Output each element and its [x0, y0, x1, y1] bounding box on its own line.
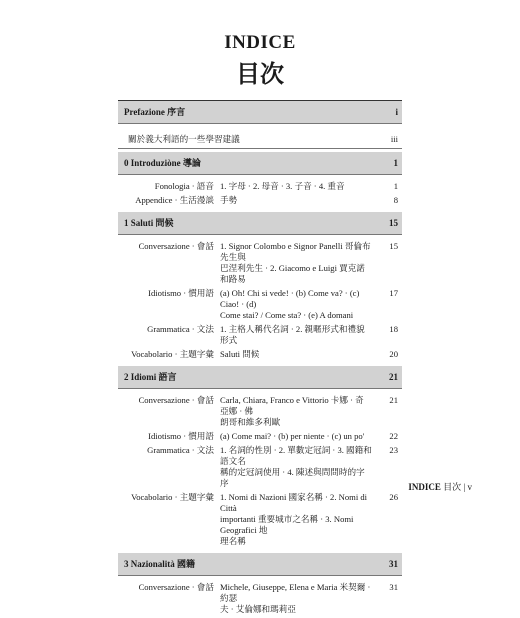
toc-page-number: 1	[393, 157, 398, 168]
toc-subentry-text	[214, 288, 372, 321]
toc-subentry-category: Idiotismo · 慣用語	[148, 431, 214, 441]
toc-page-number: 15	[389, 217, 398, 228]
toc-page-number: 31	[389, 582, 398, 592]
toc-page-number: 17	[389, 288, 398, 298]
toc-entry-row	[118, 130, 402, 149]
toc-subentry-row	[118, 241, 402, 285]
toc-subentry-line: 理名稱	[220, 536, 246, 546]
toc-entry-title: 關於義大利語的一些學習建議	[128, 133, 240, 144]
toc-subentry-category: Fonologia · 語音	[154, 181, 214, 191]
toc-page-number: 31	[389, 558, 398, 569]
toc-subentry-row	[118, 288, 402, 321]
toc-subentry-text	[214, 241, 372, 285]
toc-subentry-category: Conversazione · 會話	[138, 582, 214, 592]
toc-subentry-category: Grammatica · 文法	[147, 324, 214, 334]
toc-section-title: 2 Idiomi 語言	[124, 371, 177, 382]
page-footer	[408, 480, 472, 493]
toc-section-title: 3 Nazionalità 國籍	[124, 558, 195, 569]
toc-subentry-line: 1. Signor Colombo e Signor Panelli 哥倫布先生與	[220, 241, 371, 262]
page-title-en: INDICE	[224, 32, 296, 53]
toc-subentry-row	[118, 395, 402, 428]
toc-subentry-line: Saluti 問候	[220, 349, 260, 359]
toc-section-title: 1 Saluti 問候	[124, 217, 174, 228]
toc-subentry-row	[118, 492, 402, 547]
toc-subentry-line: 夫 · 艾倫娜和瑪莉亞	[220, 604, 296, 614]
toc-subentry-line: Come stai? / Come sta? · (e) A domani	[220, 310, 354, 320]
toc-page-number: 8	[393, 195, 398, 205]
toc-page-number: 22	[389, 431, 398, 441]
footer-zh: 目次	[443, 482, 462, 492]
toc-section-row	[118, 101, 402, 124]
toc-subentry-row	[118, 195, 402, 206]
toc-page-number: i	[395, 106, 398, 117]
toc-page-number: iii	[390, 133, 398, 144]
toc-subentry-line: 稱的定冠詞使用 · 4. 陳述與問問時的字序	[220, 467, 365, 488]
toc-subentry-row	[118, 324, 402, 346]
toc-section-row	[118, 553, 402, 576]
toc-section-row	[118, 212, 402, 235]
toc-section-row	[118, 366, 402, 389]
toc-subentry-text	[214, 492, 372, 547]
toc-section-title: 0 Introduziòne 導論	[124, 157, 201, 168]
footer-label: INDICE	[408, 482, 441, 492]
toc-page-number: 1	[393, 181, 398, 191]
toc-subentry-text	[214, 431, 372, 442]
toc-subentry-row	[118, 582, 402, 615]
toc-subentry-row	[118, 431, 402, 442]
toc-subentry-text	[214, 395, 372, 428]
toc-page-number: 18	[389, 324, 398, 334]
toc-subentry-line: 1. 主格人稱代名詞 · 2. 親暱形式和禮貌形式	[220, 324, 365, 345]
toc-page-number: 21	[389, 371, 398, 382]
toc-page-number: 23	[389, 445, 398, 455]
toc-section-title: Prefazione 序言	[124, 106, 186, 117]
table-of-contents	[118, 100, 402, 618]
toc-page-number: 21	[389, 395, 398, 405]
toc-subentry-text	[214, 195, 372, 206]
toc-subentry-line: 朗哥和維多利歐	[220, 417, 281, 427]
toc-subentry-text	[214, 445, 372, 489]
toc-subentry-text	[214, 181, 372, 192]
toc-subentry-row	[118, 181, 402, 192]
toc-subentry-row	[118, 349, 402, 360]
toc-subentry-line: importanti 重要城市之名稱 · 3. Nomi Geografici 地	[220, 514, 354, 535]
toc-subentry-category: Idiotismo · 慣用語	[148, 288, 214, 298]
toc-page-number: 26	[389, 492, 398, 502]
toc-subentry-text	[214, 349, 372, 360]
toc-subentry-line: (a) Oh! Chi si vede! · (b) Come va? · (c) Ciao! · (d)	[220, 288, 360, 309]
toc-subentry-category: Conversazione · 會話	[138, 395, 214, 405]
toc-section-row	[118, 152, 402, 175]
toc-subentry-category: Vocabolario · 主題字彙	[131, 492, 214, 502]
footer-separator: |	[463, 482, 466, 492]
toc-page-number: 15	[389, 241, 398, 251]
footer-page-number: v	[467, 482, 472, 492]
toc-subentry-line: Carla, Chiara, Franco e Vittorio 卡娜 · 奇亞娜 · 佛	[220, 395, 364, 416]
toc-subentry-row	[118, 445, 402, 489]
toc-subentry-line: 手勢	[220, 195, 238, 205]
toc-page-number: 20	[389, 349, 398, 359]
page-title-zh: 目次	[236, 60, 284, 88]
toc-subentry-category: Appendice · 生活漫談	[135, 195, 214, 205]
toc-subentry-line: 巴涅利先生 · 2. Giacomo e Luigi 賈克諾和路易	[220, 263, 365, 284]
toc-subentry-text	[214, 324, 372, 346]
toc-subentry-line: 1. 字母 · 2. 母音 · 3. 子音 · 4. 重音	[220, 181, 345, 191]
toc-subentry-line: 1. 名詞的性別 · 2. 單數定冠詞 · 3. 國籍和語文名	[220, 445, 372, 466]
toc-subentry-line: Michele, Giuseppe, Elena e Maria 米契爾 · 約瑟	[220, 582, 371, 603]
toc-subentry-line: 1. Nomi di Nazioni 國家名稱 · 2. Nomi di Città	[220, 492, 368, 513]
toc-subentry-category: Conversazione · 會話	[138, 241, 214, 251]
toc-subentry-category: Grammatica · 文法	[147, 445, 214, 455]
toc-subentry-category: Vocabolario · 主題字彙	[131, 349, 214, 359]
toc-subentry-line: (a) Come mai? · (b) per niente · (c) un po'	[220, 431, 365, 441]
toc-subentry-text	[214, 582, 372, 615]
